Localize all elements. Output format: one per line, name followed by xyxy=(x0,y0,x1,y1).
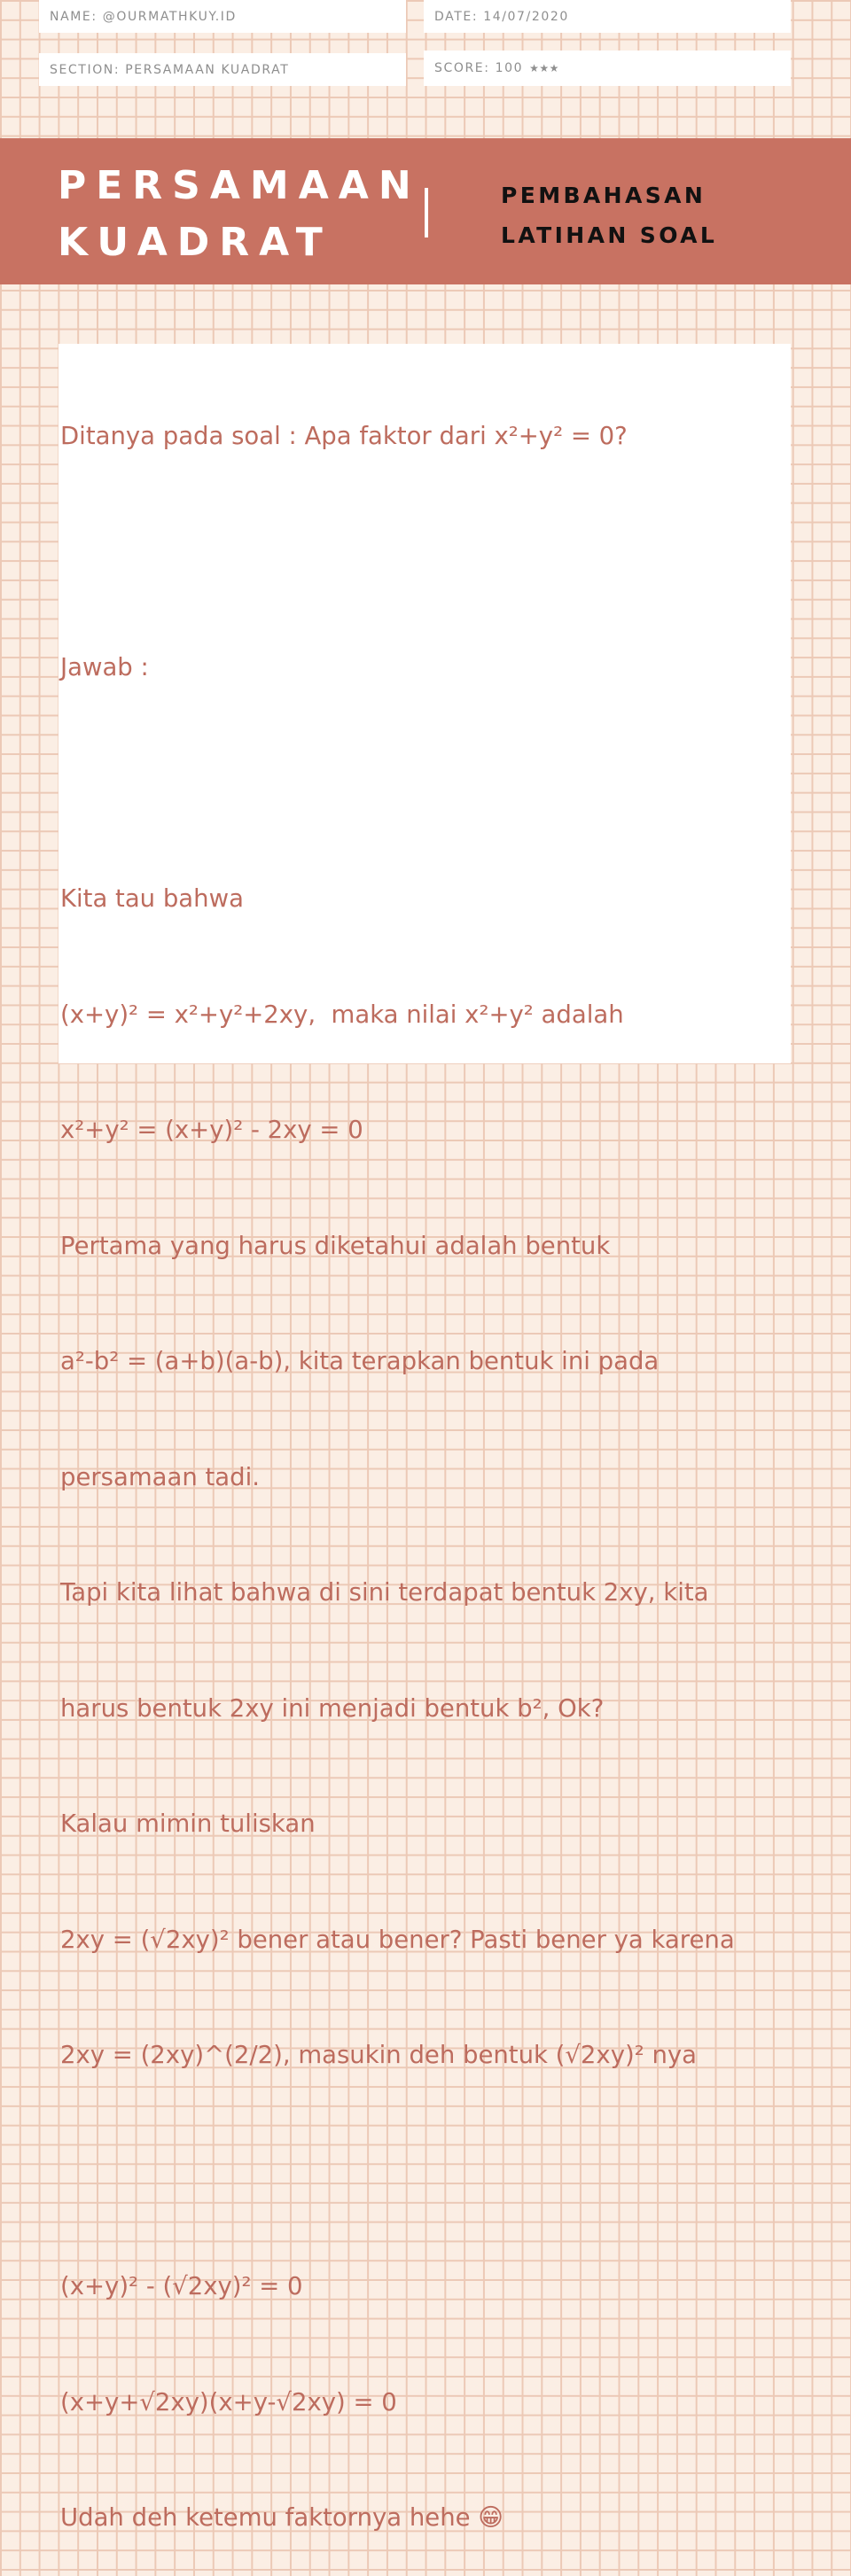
banner-title-line-2: KUADRAT xyxy=(58,220,332,265)
solution-line xyxy=(60,2152,851,2191)
solution-line: x²+y² = (x+y)² - 2xy = 0 xyxy=(60,1116,363,1144)
score-label: SCORE: 100 xyxy=(434,61,524,75)
solution-line: Pertama yang harus diketahui adalah bentuk xyxy=(60,1231,611,1260)
solution-line xyxy=(60,533,851,572)
score-field xyxy=(424,51,791,86)
solution-line: (x+y)² = x²+y²+2xy, maka nilai x²+y² adalah xyxy=(60,1000,624,1029)
date-label: DATE: 14/07/2020 xyxy=(434,9,569,24)
solution-line: Tapi kita lihat bahwa di sini terdapat bentuk 2xy, kita xyxy=(60,1578,709,1607)
solution-line: Kita tau bahwa xyxy=(60,884,244,913)
banner-divider xyxy=(425,188,428,237)
solution-line xyxy=(60,765,851,804)
solution-line: a²-b² = (a+b)(a-b), kita terapkan bentuk ini pada xyxy=(60,1347,660,1375)
solution-line: (x+y+√2xy)(x+y-√2xy) = 0 xyxy=(60,2387,397,2416)
solution-text xyxy=(60,340,851,2576)
name-label: NAME: @OURMATHKUY.ID xyxy=(50,9,237,24)
solution-line: persamaan tadi. xyxy=(60,1462,260,1491)
solution-line: (x+y)² - (√2xy)² = 0 xyxy=(60,2272,303,2300)
solution-line: Jawab : xyxy=(60,653,149,681)
banner-title-line-1: PERSAMAAN xyxy=(58,163,421,208)
section-field xyxy=(39,53,406,86)
solution-line: Kalau mimin tuliskan xyxy=(60,1809,316,1838)
banner-subtitle xyxy=(501,175,717,255)
solution-line: Ditanya pada soal : Apa faktor dari x²+y² = 0? xyxy=(60,422,628,450)
banner-subtitle-line-1: PEMBAHASAN xyxy=(501,183,707,208)
solution-line: harus bentuk 2xy ini menjadi bentuk b², Ok? xyxy=(60,1693,605,1723)
section-label: SECTION: PERSAMAAN KUADRAT xyxy=(50,62,290,77)
banner-title xyxy=(58,158,421,271)
name-field xyxy=(39,0,406,33)
solution-line: 2xy = (2xy)^(2/2), masukin deh bentuk (√2xy)² nya xyxy=(60,2041,698,2069)
banner-subtitle-line-2: LATIHAN SOAL xyxy=(501,222,718,248)
score-stars-icon: ★★★ xyxy=(529,62,559,74)
solution-line: 2xy = (√2xy)² bener atau bener? Pasti bener ya karena xyxy=(60,1925,735,1954)
date-field xyxy=(424,0,791,33)
solution-line: Udah deh ketemu faktornya hehe 😁 xyxy=(60,2503,504,2532)
